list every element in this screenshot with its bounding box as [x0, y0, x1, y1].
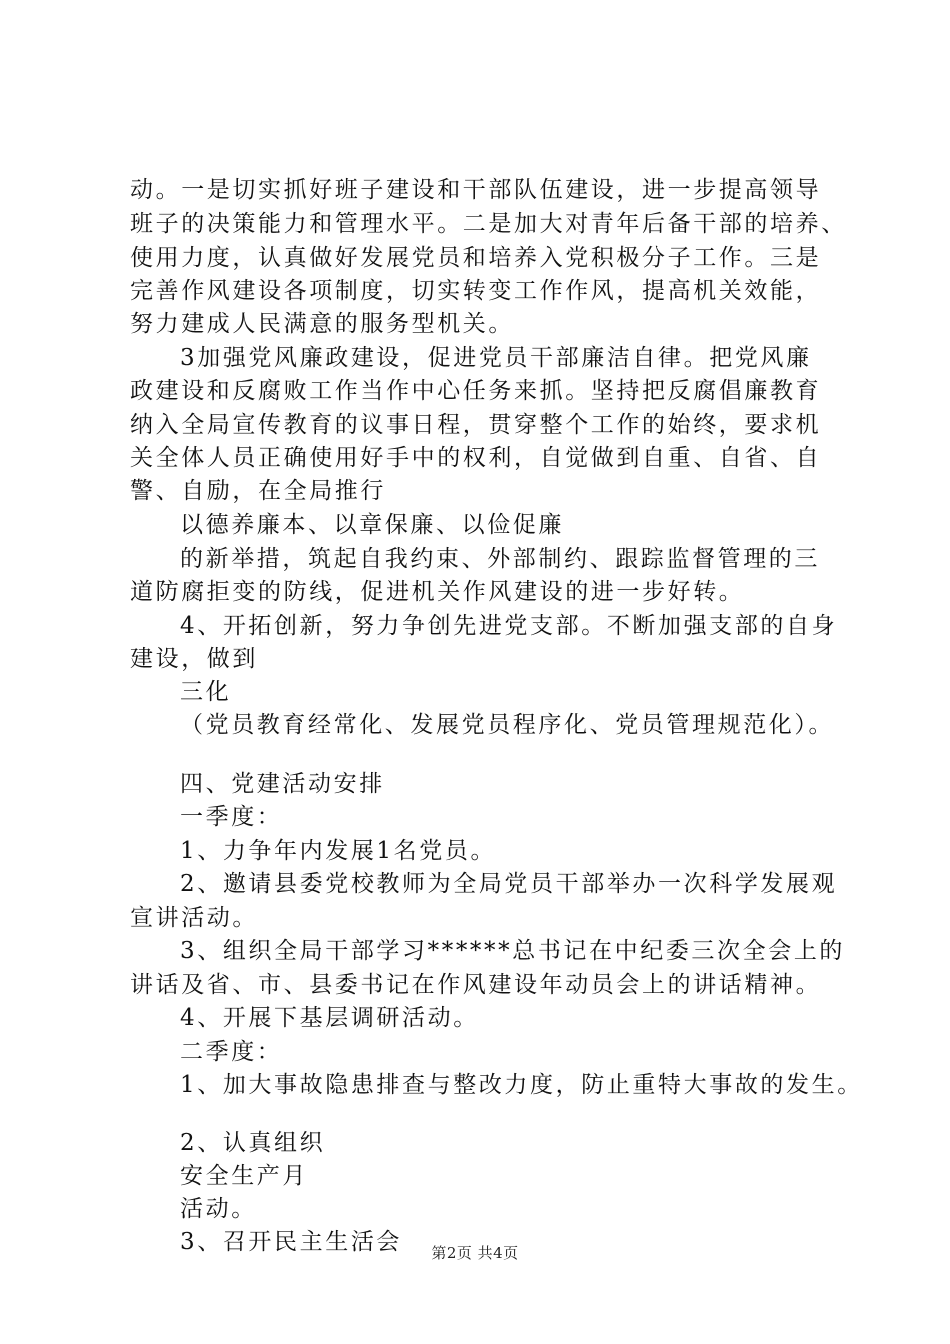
text-line: （党员教育经常化、发展党员程序化、党员管理规范化）。 [180, 712, 835, 738]
text-line: 班子的决策能力和管理水平。二是加大对青年后备干部的培养、 [130, 211, 847, 237]
text-line: 1、加大事故隐患排查与整改力度，防止重特大事故的发生。 [180, 1072, 863, 1098]
text-line: 使用力度，认真做好发展党员和培养入党积极分子工作。三是 [130, 245, 822, 271]
text-line: 警、自励，在全局推行 [130, 478, 386, 504]
text-line: 宣讲活动。 [130, 905, 258, 931]
text-line: 努力建成人民满意的服务型机关。 [130, 311, 514, 337]
text-line: 纳入全局宣传教育的议事日程，贯穿整个工作的始终，要求机 [130, 412, 822, 438]
text-line: 3、组织全局干部学习******总书记在中纪委三次全会上的 [180, 938, 846, 964]
text-line: 一季度： [180, 804, 283, 830]
text-line: 2、认真组织 [180, 1130, 326, 1156]
text-line: 4、开展下基层调研活动。 [180, 1005, 479, 1031]
text-line: 三化 [180, 679, 232, 705]
text-line: 以德养廉本、以章保廉、以俭促廉 [180, 512, 564, 538]
text-line: 3、召开民主生活会 [180, 1229, 403, 1255]
text-line: 政建设和反腐败工作当作中心任务来抓。坚持把反腐倡廉教育 [130, 378, 822, 404]
text-line: 的新举措，筑起自我约束、外部制约、跟踪监督管理的三 [180, 546, 820, 572]
page-number-footer: 第2页 共4页 [431, 1244, 519, 1262]
text-line: 3加强党风廉政建设，促进党员干部廉洁自律。把党风廉 [180, 345, 812, 371]
text-line: 4、开拓创新，努力争创先进党支部。不断加强支部的自身 [180, 613, 838, 639]
text-line: 动。一是切实抓好班子建设和干部队伍建设，进一步提高领导 [130, 177, 822, 203]
text-line: 建设，做到 [130, 646, 258, 672]
text-line: 关全体人员正确使用好手中的权利，自觉做到自重、自省、自 [130, 445, 822, 471]
text-line: 道防腐拒变的防线，促进机关作风建设的进一步好转。 [130, 579, 745, 605]
text-line: 2、邀请县委党校教师为全局党员干部举办一次科学发展观 [180, 871, 838, 897]
section-heading: 四、党建活动安排 [180, 771, 385, 797]
text-line: 活动。 [180, 1196, 257, 1222]
text-line: 1、力争年内发展1名党员。 [180, 838, 497, 864]
text-line: 二季度： [180, 1039, 283, 1065]
text-line: 完善作风建设各项制度，切实转变工作作风，提高机关效能， [130, 278, 822, 304]
text-line: 讲话及省、市、县委书记在作风建设年动员会上的讲话精神。 [130, 972, 822, 998]
text-line: 安全生产月 [180, 1163, 308, 1189]
